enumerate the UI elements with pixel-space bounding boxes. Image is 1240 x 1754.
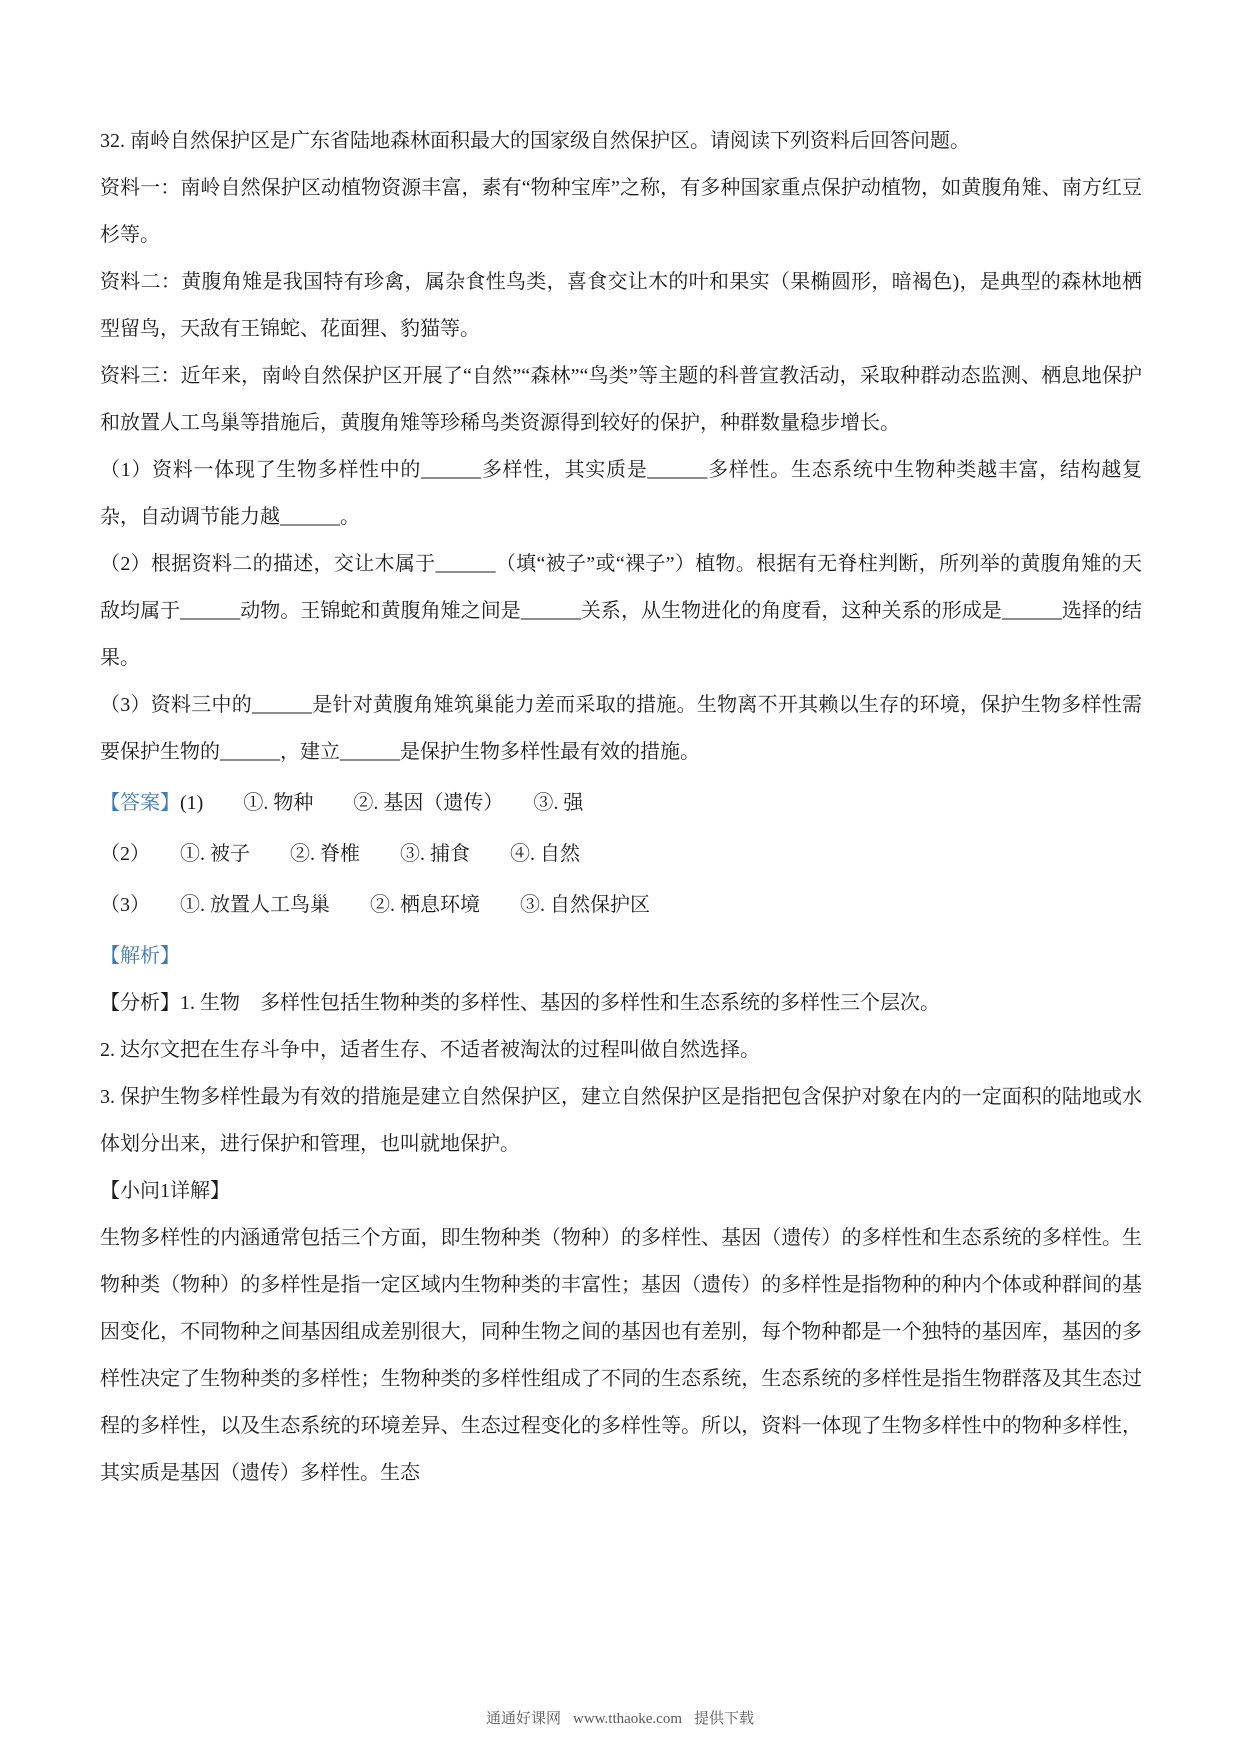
detail-heading: 【小问1详解】 bbox=[100, 1180, 230, 1202]
footer-site-name: 通通好课网 bbox=[485, 1711, 561, 1727]
material-3: 资料三：近年来，南岭自然保护区开展了“自然”“森林”“鸟类”等主题的科普宣教活动，采取种群动态监测、栖息地保护和放置人工鸟巢等措施后，黄腹角雉等珍稀鸟类资源得到较好的保护，种群数量稳步增长。 bbox=[100, 365, 1142, 434]
material-1: 资料一：南岭自然保护区动植物资源丰富，素有“物种宝库”之称，有多种国家重点保护动植物，如黄腹角雉、南方红豆杉等。 bbox=[100, 177, 1142, 246]
sub-question-2: （2）根据资料二的描述，交让木属于______（填“被子”或“裸子”）植物。根据有无脊柱判断，所列举的黄腹角雉的天敌均属于______动物。王锦蛇和黄腹角雉之间是______关系，从生物进化的角度看，这种关系的形成是______选择的结果。 bbox=[100, 553, 1142, 669]
answer-label: 【答案】 bbox=[100, 792, 180, 814]
sub-question-3: （3）资料三中的______是针对黄腹角雉筑巢能力差而采取的措施。生物离不开其赖以生存的环境，保护生物多样性需要保护生物的______，建立______是保护生物多样性最有效的措施。 bbox=[100, 694, 1142, 763]
answer-1-text: (1) ①. 物种 ②. 基因（遗传） ③. 强 bbox=[180, 792, 584, 814]
analysis-point-1: 【分析】1. 生物 多样性包括生物种类的多样性、基因的多样性和生态系统的多样性三个层次。 bbox=[100, 992, 940, 1014]
analysis-point-2: 2. 达尔文把在生存斗争中，适者生存、不适者被淘汰的过程叫做自然选择。 bbox=[100, 1039, 760, 1061]
detail-body: 生物多样性的内涵通常包括三个方面，即生物种类（物种）的多样性、基因（遗传）的多样性和生态系统的多样性。生物种类（物种）的多样性是指一定区域内生物种类的丰富性；基因（遗传）的多样性是指物种的种内个体或种群间的基因变化，不同物种之间基因组成差别很大，同种生物之间的基因也有差别，每个物种都是一个独特的基因库，基因的多样性决定了生物种类的多样性；生物种类的多样性组成了不同的生态系统，生态系统的多样性是指生物群落及其生态过程的多样性，以及生态系统的环境差异、生态过程变化的多样性等。所以，资料一体现了生物多样性中的物种多样性，其实质是基因（遗传）多样性。生态 bbox=[100, 1227, 1142, 1484]
question-intro: 32. 南岭自然保护区是广东省陆地森林面积最大的国家级自然保护区。请阅读下列资料后回答问题。 bbox=[100, 130, 970, 152]
footer-suffix: 提供下载 bbox=[694, 1711, 755, 1727]
answer-line-2: （2） ①. 被子 ②. 脊椎 ③. 捕食 ④. 自然 bbox=[100, 843, 580, 865]
sub-question-1: （1）资料一体现了生物多样性中的______多样性，其实质是______多样性。生态系统中生物种类越丰富，结构越复杂，自动调节能力越______。 bbox=[100, 459, 1142, 528]
answer-line-1 bbox=[100, 780, 1142, 827]
answer-line-3: （3） ①. 放置人工鸟巢 ②. 栖息环境 ③. 自然保护区 bbox=[100, 894, 650, 916]
analysis-label: 【解析】 bbox=[100, 945, 180, 967]
analysis-label-line bbox=[100, 933, 1142, 980]
analysis-point-3: 3. 保护生物多样性最为有效的措施是建立自然保护区，建立自然保护区是指把包含保护对象在内的一定面积的陆地或水体划分出来，进行保护和管理，也叫就地保护。 bbox=[100, 1086, 1142, 1155]
material-2: 资料二：黄腹角雉是我国特有珍禽，属杂食性鸟类，喜食交让木的叶和果实（果椭圆形，暗褐色)，是典型的森林地栖型留鸟，天敌有王锦蛇、花面狸、豹猫等。 bbox=[100, 271, 1142, 340]
exam-content bbox=[100, 118, 1142, 1497]
page-footer bbox=[0, 1707, 1240, 1728]
footer-url: www.tthaoke.com bbox=[573, 1711, 682, 1727]
